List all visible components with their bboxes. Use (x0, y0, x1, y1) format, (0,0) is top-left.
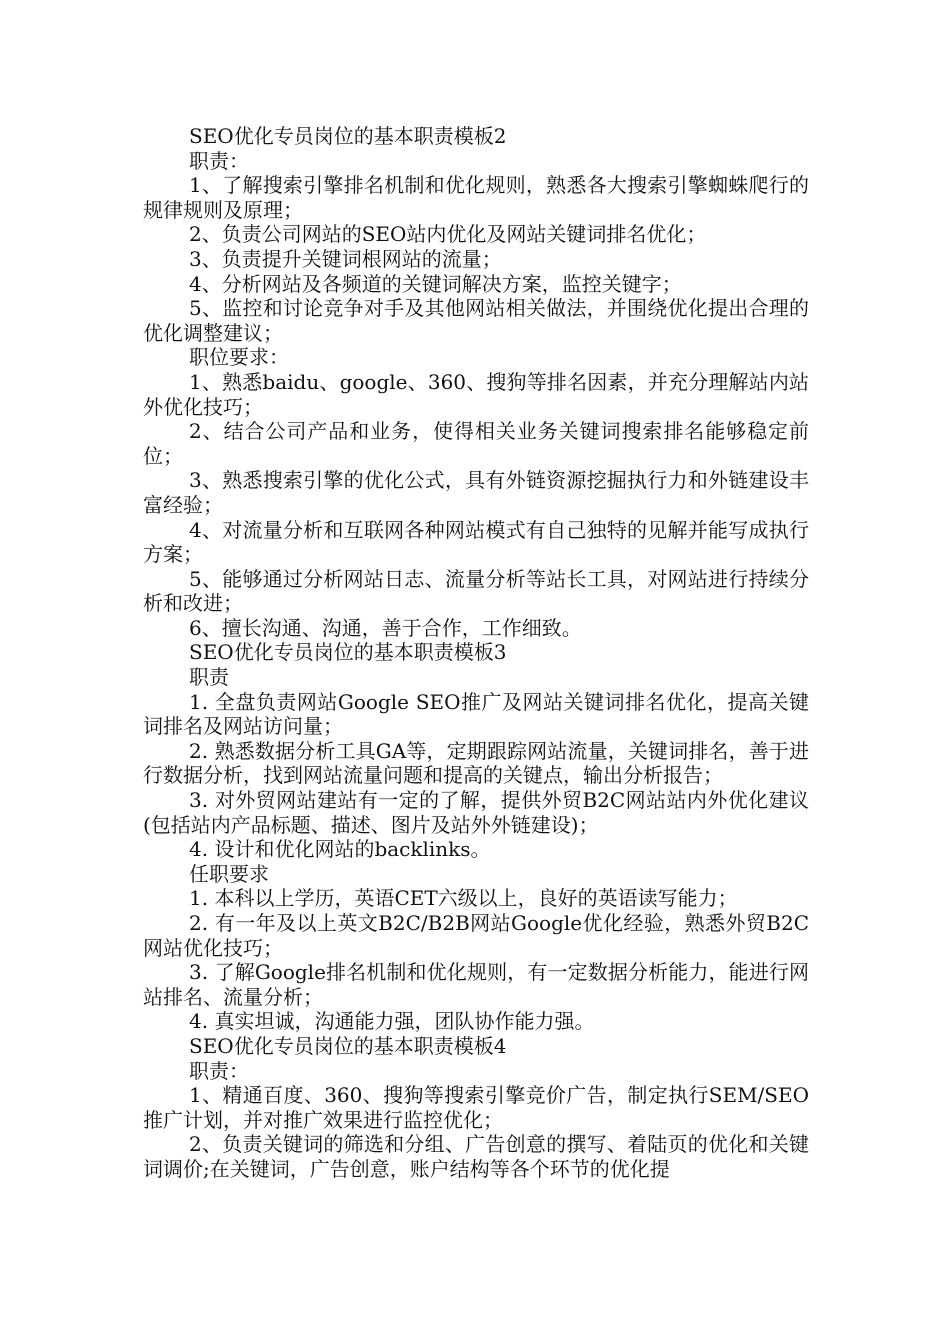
list-item: 1、了解搜索引擎排名机制和优化规则，熟悉各大搜索引擎蜘蛛爬行的规律规则及原理； (143, 173, 809, 222)
section-heading: 职责： (189, 1058, 249, 1083)
list-item: 4、分析网站及各频道的关键词解决方案，监控关键字； (189, 271, 682, 296)
list-item: 1. 全盘负责网站Google SEO推广及网站关键词排名优化，提高关键词排名及网站访问量； (143, 689, 809, 739)
list-item: 2、结合公司产品和业务，使得相关业务关键词搜索排名能够稳定前位； (143, 419, 809, 468)
section-heading: 职责 (189, 665, 229, 690)
list-item: 2. 熟悉数据分析工具GA等，定期跟踪网站流量，关键词排名，善于进行数据分析，找到网站流量问题和提高的关键点，输出分析报告； (143, 738, 809, 788)
list-item: 4、对流量分析和互联网各种网站模式有自己独特的见解并能写成执行方案； (143, 517, 809, 567)
list-item: 2、负责关键词的筛选和分组、广告创意的撰写、着陆页的优化和关键词调价;在关键词，广告创意，账户结构等各个环节的优化提 (143, 1132, 809, 1181)
list-item: 2. 有一年及以上英文B2C/B2B网站Google优化经验，熟悉外贸B2C网站优化技巧； (143, 911, 809, 960)
list-item: 4. 真实坦诚，沟通能力强，团队协作能力强。 (189, 1009, 595, 1034)
list-item: 3. 对外贸网站建站有一定的了解，提供外贸B2C网站站内外优化建议(包括站内产品标题、描述、图片及站外外链建设)； (143, 788, 809, 837)
list-item: 6、擅长沟通、沟通，善于合作，工作细致。 (189, 615, 582, 640)
section-heading: 职责： (189, 148, 249, 173)
list-item: 5、能够通过分析网站日志、流量分析等站长工具，对网站进行持续分析和改进； (143, 566, 809, 616)
list-item: 3. 了解Google排名机制和优化规则，有一定数据分析能力，能进行网站排名、流量分析； (143, 960, 809, 1009)
list-item: 1. 本科以上学历，英语CET六级以上，良好的英语读写能力； (189, 886, 738, 911)
list-item: 4. 设计和优化网站的backlinks。 (189, 837, 491, 862)
section-heading: 职位要求： (189, 345, 289, 370)
list-item: 1、精通百度、360、搜狗等搜索引擎竞价广告，制定执行SEM/SEO推广计划，并对推广效果进行监控优化； (143, 1083, 809, 1132)
document-body (143, 124, 809, 1182)
list-item: 3、负责提升关键词根网站的流量； (189, 246, 502, 271)
list-item: 5、监控和讨论竞争对手及其他网站相关做法，并围绕优化提出合理的优化调整建议； (143, 296, 809, 345)
list-item: 1、熟悉baidu、google、360、搜狗等排名因素，并充分理解站内站外优化技巧； (143, 369, 809, 419)
section-title: SEO优化专员岗位的基本职责模板4 (189, 1033, 507, 1058)
section-title: SEO优化专员岗位的基本职责模板3 (189, 640, 507, 665)
section-heading: 任职要求 (189, 861, 269, 886)
list-item: 2、负责公司网站的SEO站内优化及网站关键词排名优化； (189, 222, 707, 247)
section-title: SEO优化专员岗位的基本职责模板2 (189, 124, 507, 148)
list-item: 3、熟悉搜索引擎的优化公式，具有外链资源挖掘执行力和外链建设丰富经验； (143, 468, 809, 517)
